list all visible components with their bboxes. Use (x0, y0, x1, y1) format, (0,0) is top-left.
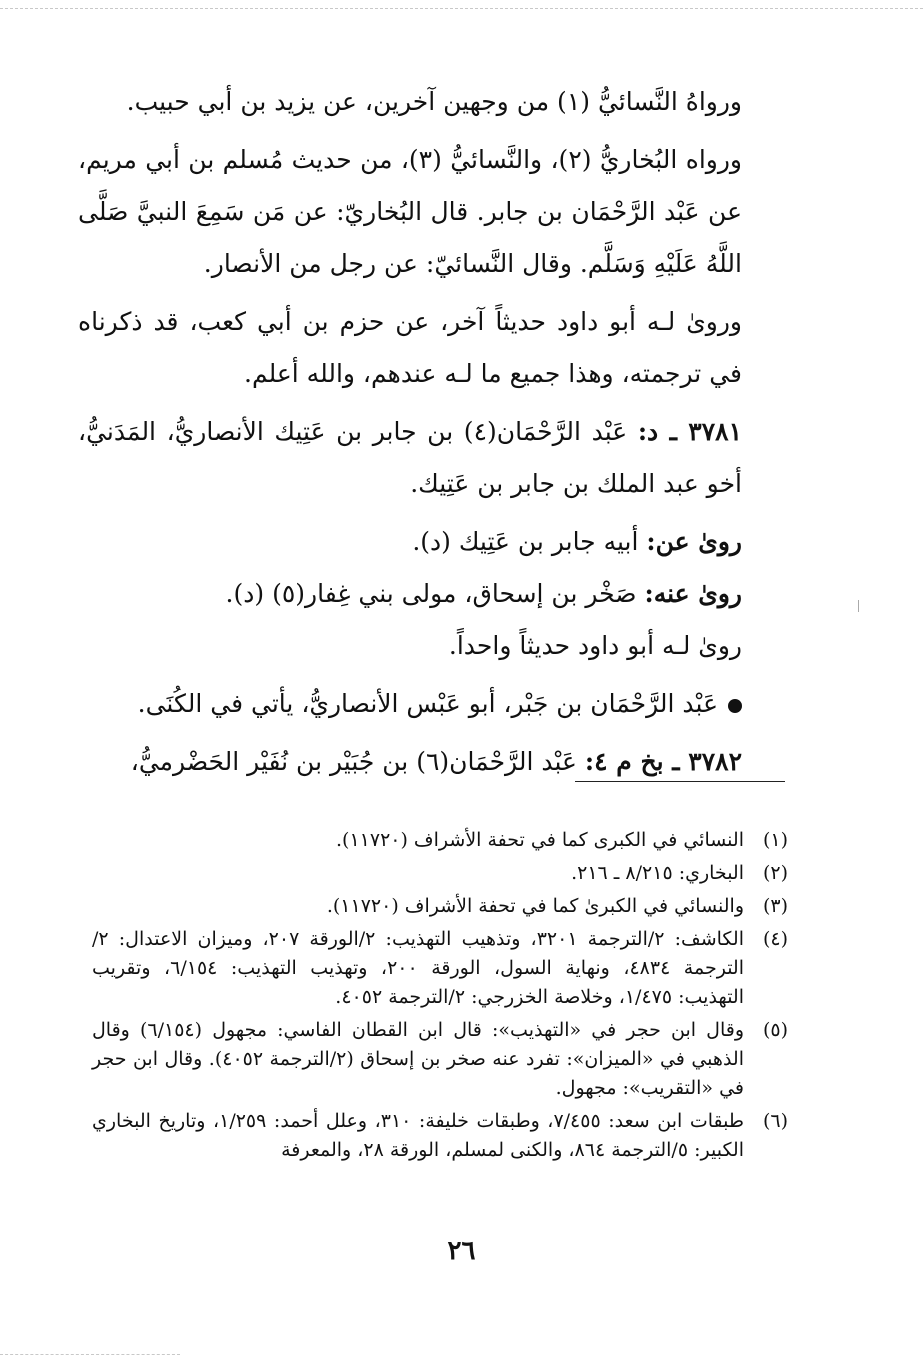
footnote (92, 1016, 788, 1103)
rawa-an-text: أبيه جابر بن عَتِيك (د). (412, 527, 639, 556)
footnote-text: والنسائي في الكبرىٰ كما في تحفة الأشراف (١١٧٢٠). (326, 895, 744, 917)
cross-reference (78, 678, 790, 730)
footnote-number: (٣) (762, 895, 788, 917)
footnote-text: النسائي في الكبرى كما في تحفة الأشراف (١١٧٢٠). (336, 829, 744, 851)
closing-line: روىٰ لـه أبو داود حديثاً واحداً. (448, 631, 742, 660)
paragraph: ورواه البُخاريُّ (٢)، والنَّسائيُّ (٣)، من حديث مُسلم بن أبي مريم، عن عَبْد الرَّحْمَان بن جابر. قال البُخاريّ: عن مَن سَمِعَ النبيَّ صَلَّى اللَّهُ عَلَيْهِ وَسَلَّم. وقال النَّسائيّ: عن رجل من الأنصار. (78, 145, 742, 278)
cross-reference-text: عَبْد الرَّحْمَان بن جَبْر، أبو عَبْس الأنصاريُّ، يأتي في الكُنَى. (137, 689, 718, 718)
entry-number: ٣٧٨٢ ـ بخ م ٤: (584, 747, 742, 776)
footnote-number: (٦) (762, 1110, 788, 1132)
entry-3781 (78, 406, 790, 510)
main-text (78, 76, 790, 788)
footnote (92, 892, 788, 921)
rawa-anhu-text: صَخْر بن إسحاق، مولى بني غِفار(٥) (د). (225, 579, 637, 608)
scan-mark (858, 600, 859, 612)
entry-text: عَبْد الرَّحْمَان(٤) بن جابر بن عَتِيك الأنصاريُّ، المَدَنيُّ، أخو عبد الملك بن جابر بن عَتِيك. (78, 417, 742, 498)
footnote-number: (٢) (762, 862, 788, 884)
footnote (92, 925, 788, 1012)
entry-text: عَبْد الرَّحْمَان(٦) بن جُبَيْر بن نُفَيْر الحَضْرميُّ، (130, 747, 577, 776)
rawa-an-line (78, 516, 790, 568)
footnote (92, 826, 788, 855)
footnote-number: (١) (762, 829, 788, 851)
scan-edge-bottom (0, 1354, 180, 1355)
footnote-text: البخاري: ٨/٢١٥ ـ ٢١٦. (571, 862, 744, 884)
paragraph: ورواهُ النَّسائيُّ (١) من وجهين آخرين، عن يزيد بن أبي حبيب. (126, 87, 742, 116)
paragraph: وروىٰ لـه أبو داود حديثاً آخر، عن حزم بن أبي كعب، قد ذكرناه في ترجمته، وهذا جميع ما لـه عندهم، والله أعلم. (78, 307, 742, 388)
footnote (92, 859, 788, 888)
entry-number: ٣٧٨١ ـ د: (637, 417, 742, 446)
footnotes (92, 826, 788, 1169)
footnote-text: الكاشف: ٢/الترجمة ٣٢٠١، وتذهيب التهذيب: ٢/الورقة ٢٠٧، وميزان الاعتدال: ٢/الترجمة ٤٨٣٤، ونهاية السول، الورقة ٢٠٠، وتهذيب التهذيب: ٦/١٥٤، وتقريب التهذيب: ١/٤٧٥، وخلاصة الخزرجي: ٢/الترجمة ٤٠٥٢. (92, 928, 744, 1008)
scan-edge-top (0, 8, 923, 9)
rawa-anhu-label: روىٰ عنه: (644, 579, 742, 608)
footnote-text: طبقات ابن سعد: ٧/٤٥٥، وطبقات خليفة: ٣١٠، وعلل أحمد: ١/٢٥٩، وتاريخ البخاري الكبير: ٥/الترجمة ٨٦٤، والكنى لمسلم، الورقة ٢٨، والمعرفة (92, 1110, 744, 1161)
footnote-number: (٤) (762, 928, 788, 950)
footnote-text: وقال ابن حجر في «التهذيب»: قال ابن القطان الفاسي: مجهول (٦/١٥٤) وقال الذهبي في «الميزان»: تفرد عنه صخر بن إسحاق (٢/الترجمة ٤٠٥٢). وقال ابن حجر في «التقريب»: مجهول. (92, 1019, 744, 1099)
page-number: ٢٦ (447, 1236, 476, 1266)
footnote-number: (٥) (762, 1019, 788, 1041)
bullet-icon (728, 699, 742, 713)
rawa-anhu-line (78, 568, 790, 620)
footnote-separator (575, 781, 785, 782)
rawa-an-label: روىٰ عن: (646, 527, 742, 556)
footnote (92, 1107, 788, 1165)
